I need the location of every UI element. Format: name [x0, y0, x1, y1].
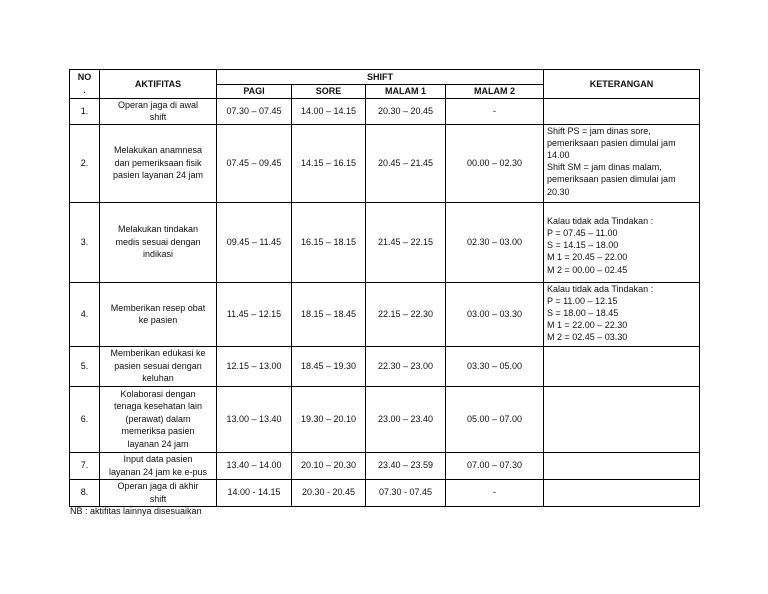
table-row	[70, 124, 700, 202]
row-pagi: 12.15 – 13.00	[217, 346, 292, 386]
row-malam1: 22.15 – 22.30	[366, 282, 446, 346]
row-sore: 14.15 – 16.15	[292, 124, 366, 202]
row-sore: 14.00 – 14.15	[292, 98, 366, 124]
row-aktifitas: Kolaborasi dengan tenaga kesehatan lain (perawat) dalam memeriksa pasien layanan 24 jam	[100, 386, 217, 452]
row-sore: 16.15 – 18.15	[292, 202, 366, 282]
table-row	[70, 452, 700, 479]
row-keterangan: Kalau tidak ada Tindakan : P = 11.00 – 12.15 S = 18.00 – 18.45 M 1 = 22.00 – 22.30 M 2 = 02.45 – 03.30	[544, 282, 700, 346]
row-keterangan: Shift PS = jam dinas sore, pemeriksaan pasien dimulai jam 14.00 Shift SM = jam dinas malam, pemeriksaan pasien dimulai jam 20.30	[544, 124, 700, 202]
row-no: 8.	[70, 479, 100, 506]
row-pagi: 11.45 – 12.15	[217, 282, 292, 346]
row-sore: 18.15 – 18.45	[292, 282, 366, 346]
row-malam1: 21.45 – 22.15	[366, 202, 446, 282]
row-pagi: 09.45 – 11.45	[217, 202, 292, 282]
schedule-table	[69, 69, 700, 507]
row-pagi: 07.30 – 07.45	[217, 98, 292, 124]
row-sore: 18.45 – 19.30	[292, 346, 366, 386]
row-no: 7.	[70, 452, 100, 479]
table-row	[70, 346, 700, 386]
row-no: 2.	[70, 124, 100, 202]
row-malam1: 20.30 – 20.45	[366, 98, 446, 124]
header-sore: SORE	[292, 85, 366, 99]
row-aktifitas: Operan jaga di awal shift	[100, 98, 217, 124]
row-no: 4.	[70, 282, 100, 346]
row-malam2: -	[446, 98, 544, 124]
row-malam2: 02.30 – 03.00	[446, 202, 544, 282]
row-malam1: 22.30 – 23.00	[366, 346, 446, 386]
header-aktifitas: AKTIFITAS	[100, 70, 217, 99]
row-keterangan	[544, 98, 700, 124]
row-no: 5.	[70, 346, 100, 386]
row-no: 1.	[70, 98, 100, 124]
row-malam2: 05.00 – 07.00	[446, 386, 544, 452]
header-malam2: MALAM 2	[446, 85, 544, 99]
table-row	[70, 386, 700, 452]
row-keterangan	[544, 386, 700, 452]
row-keterangan	[544, 479, 700, 506]
header-malam1: MALAM 1	[366, 85, 446, 99]
table-row	[70, 202, 700, 282]
row-aktifitas: Memberikan edukasi ke pasien sesuai dengan keluhan	[100, 346, 217, 386]
row-sore: 20.30 - 20.45	[292, 479, 366, 506]
row-malam2: 03.30 – 05.00	[446, 346, 544, 386]
row-aktifitas: Melakukan anamnesa dan pemeriksaan fisik pasien layanan 24 jam	[100, 124, 217, 202]
row-malam1: 20.45 – 21.45	[366, 124, 446, 202]
row-keterangan: Kalau tidak ada Tindakan : P = 07.45 – 11.00 S = 14.15 – 18.00 M 1 = 20.45 – 22.00 M 2 = 00.00 – 02.45	[544, 202, 700, 282]
row-malam2: 03.00 – 03.30	[446, 282, 544, 346]
row-no: 3.	[70, 202, 100, 282]
header-no: NO .	[70, 70, 100, 99]
header-pagi: PAGI	[217, 85, 292, 99]
row-no: 6.	[70, 386, 100, 452]
row-malam2: 00.00 – 02.30	[446, 124, 544, 202]
row-malam2: -	[446, 479, 544, 506]
header-keterangan: KETERANGAN	[544, 70, 700, 99]
row-aktifitas: Operan jaga di akhir shift	[100, 479, 217, 506]
row-pagi: 13.40 – 14.00	[217, 452, 292, 479]
row-pagi: 14.00 - 14.15	[217, 479, 292, 506]
footnote: NB : aktifitas lainnya disesuaikan	[70, 506, 202, 516]
table-row	[70, 98, 700, 124]
row-aktifitas: Memberikan resep obat ke pasien	[100, 282, 217, 346]
row-malam2: 07.00 – 07.30	[446, 452, 544, 479]
row-malam1: 23.40 – 23.59	[366, 452, 446, 479]
row-aktifitas: Input data pasien layanan 24 jam ke e-pus	[100, 452, 217, 479]
row-malam1: 23.00 – 23.40	[366, 386, 446, 452]
row-keterangan	[544, 452, 700, 479]
table-row	[70, 282, 700, 346]
row-malam1: 07.30 - 07.45	[366, 479, 446, 506]
row-keterangan	[544, 346, 700, 386]
row-aktifitas: Melakukan tindakan medis sesuai dengan indikasi	[100, 202, 217, 282]
row-pagi: 13.00 – 13.40	[217, 386, 292, 452]
row-sore: 20.10 – 20.30	[292, 452, 366, 479]
table-row	[70, 479, 700, 506]
row-pagi: 07.45 – 09.45	[217, 124, 292, 202]
row-sore: 19.30 – 20.10	[292, 386, 366, 452]
header-shift: SHIFT	[217, 70, 544, 85]
